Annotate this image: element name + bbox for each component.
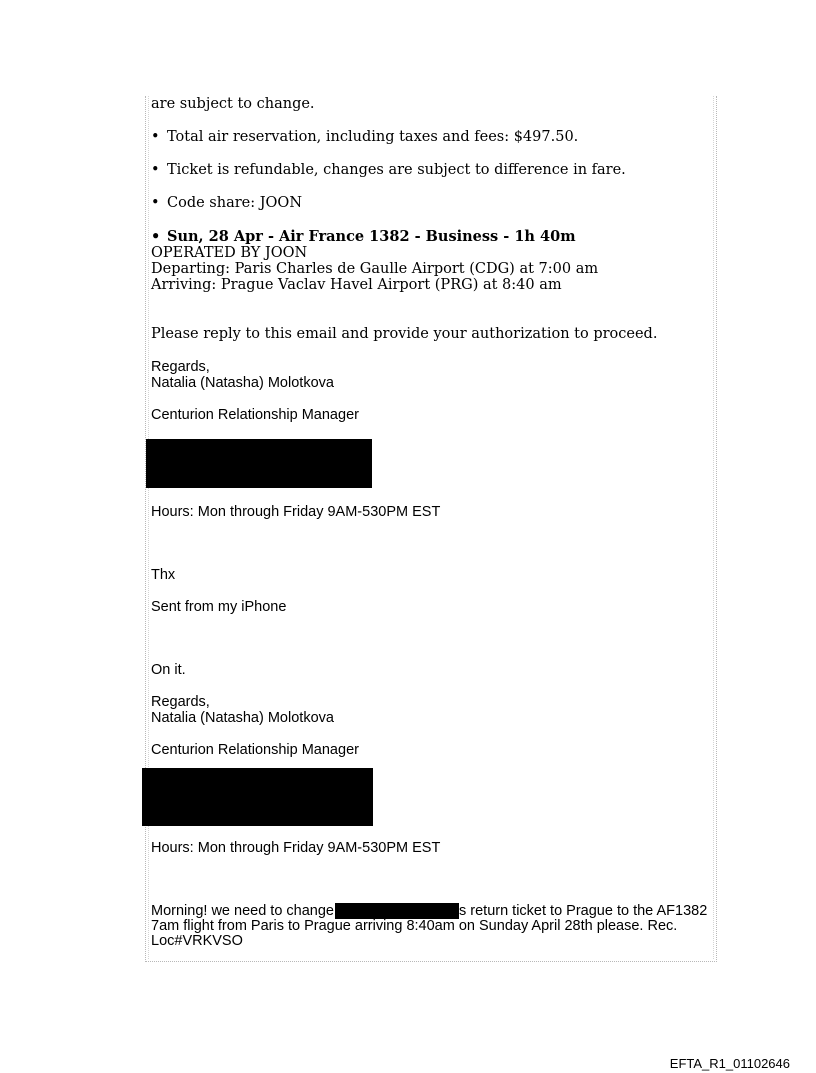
bullet-text: Code share: JOON [167, 195, 303, 211]
signature-2-name: Natalia (Natasha) Molotkova [151, 710, 334, 726]
request-line-1 [151, 903, 707, 919]
request-text-end: s return ticket to Prague to the AF1382 [459, 903, 708, 919]
bullet-total-fare [151, 129, 578, 146]
request-text-start: Morning! we need to change [151, 903, 334, 919]
bullet-text: Ticket is refundable, changes are subject to difference in fare. [167, 162, 626, 178]
flight-departing: Departing: Paris Charles de Gaulle Airport (CDG) at 7:00 am [151, 261, 599, 277]
bullet-code-share [151, 195, 302, 212]
bullet-dot: • [151, 228, 161, 245]
flight-operated: OPERATED BY JOON [151, 245, 308, 261]
bullet-refundable [151, 162, 626, 179]
reply-thx: Thx [151, 567, 176, 583]
bullet-dot: • [151, 129, 160, 145]
redaction-inline [335, 903, 459, 919]
message-frame-inner [148, 96, 714, 959]
request-line-2: 7am flight from Paris to Prague arriving 8:40am on Sunday April 28th please. Rec. [151, 918, 678, 934]
signature-1-name: Natalia (Natasha) Molotkova [151, 375, 334, 391]
signature-2-title: Centurion Relationship Manager [151, 742, 359, 758]
signature-1-regards: Regards, [151, 359, 210, 375]
redaction-block [142, 768, 373, 826]
flight-heading [151, 228, 576, 245]
intro-fragment: are subject to change. [151, 96, 315, 112]
redaction-block [146, 439, 372, 488]
bullet-dot: • [151, 162, 160, 178]
request-line-3: Loc#VRKVSO [151, 933, 243, 949]
flight-heading-text: Sun, 28 Apr - Air France 1382 - Business - 1h 40m [167, 228, 576, 245]
signature-1-title: Centurion Relationship Manager [151, 407, 359, 423]
sent-from-iphone: Sent from my iPhone [151, 599, 287, 615]
bullet-dot: • [151, 195, 160, 211]
signature-2-hours: Hours: Mon through Friday 9AM-530PM EST [151, 840, 441, 856]
reply-on-it: On it. [151, 662, 186, 678]
flight-arriving: Arriving: Prague Vaclav Havel Airport (PRG) at 8:40 am [151, 277, 562, 293]
bullet-text: Total air reservation, including taxes and fees: $497.50. [167, 129, 579, 145]
signature-1-hours: Hours: Mon through Friday 9AM-530PM EST [151, 504, 441, 520]
reply-request: Please reply to this email and provide your authorization to proceed. [151, 326, 658, 342]
document-id: EFTA_R1_01102646 [669, 1056, 790, 1071]
signature-2-regards: Regards, [151, 694, 210, 710]
